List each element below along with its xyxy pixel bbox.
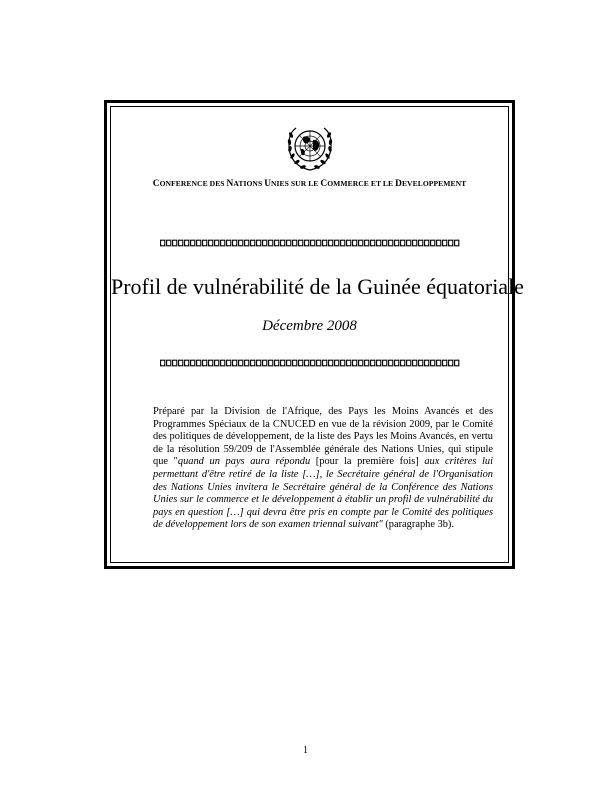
un-emblem-icon <box>285 123 335 173</box>
document-date: Décembre 2008 <box>262 318 357 334</box>
page-number: 1 <box>303 745 308 756</box>
organization-name: CONFERENCE DES NATIONS UNIES SUR LE COMMERCE ET LE DEVELOPPEMENT <box>152 179 467 189</box>
decorative-divider-bottom <box>111 359 508 367</box>
document-title: Profil de vulnérabilité de la Guinée équatoriale <box>111 274 524 299</box>
decorative-divider-top <box>111 239 508 247</box>
cover-frame <box>104 100 524 569</box>
cover-inner-frame <box>110 106 524 563</box>
preparation-statement: Préparé par la Division de l'Afrique, des Pays les Moins Avancés et des Programmes Spéciaux de la CNUCED en vue de la révision 2009, par le Comité des politiques de développement, de la liste des Pays les Moins Avancés, en vertu de la résolution 59/209 de l'Assemblée générale des Nations Unies, qui stipule que "quand un pays aura répondu [pour la première fois] aux critères lui permettant d'être retiré de la liste […], le Secrétaire général de l'Organisation des Nations Unies invitera le Secrétaire général de la Conférence des Nations Unies sur le commerce et le développement à établir un profil de vulnérabilité du pays en question […] qui devra être pris en compte par le Comité des politiques de développement lors de son examen triennal suivant" (paragraphe 3b). <box>153 406 493 531</box>
